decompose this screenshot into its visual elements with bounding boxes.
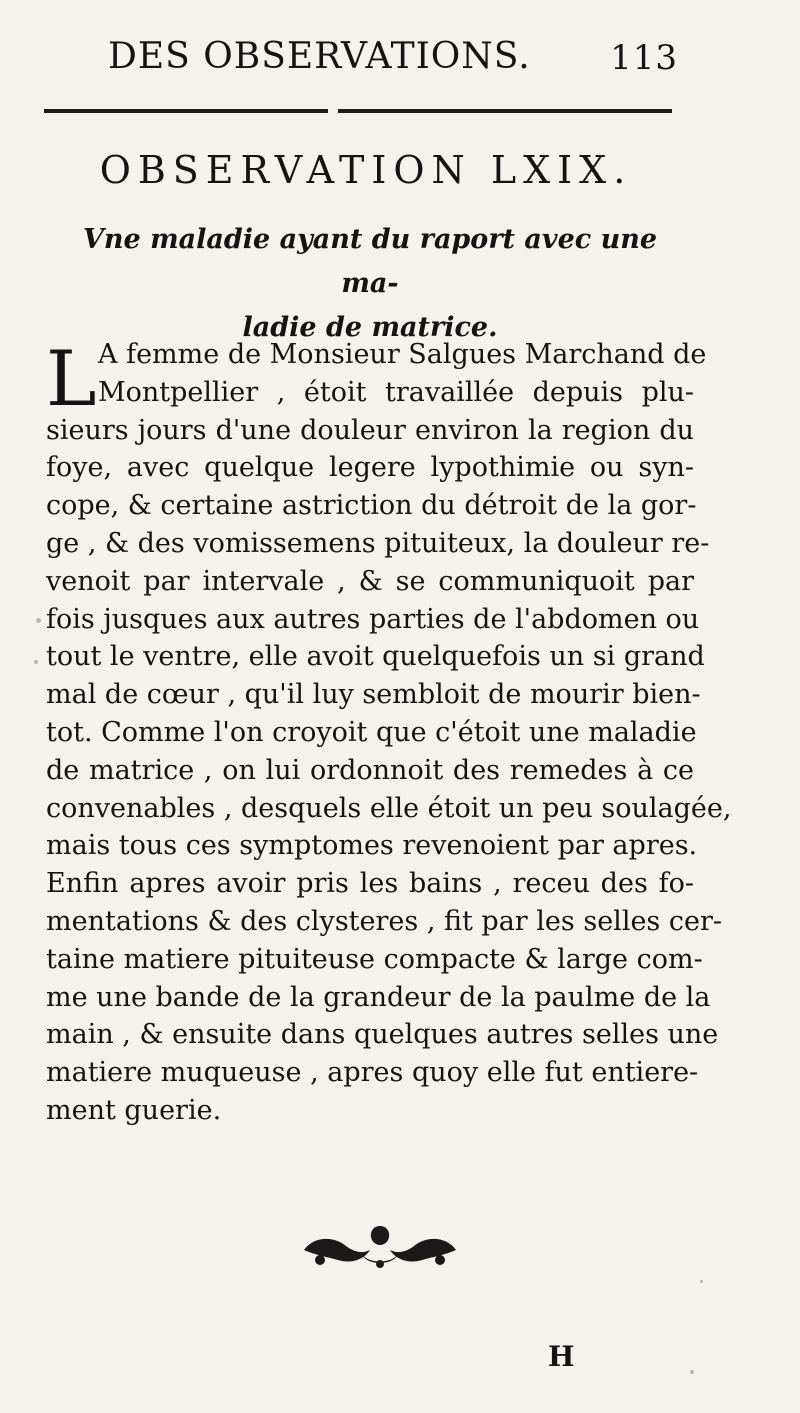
observation-body <box>46 334 732 1130</box>
body-line: sieurs jours d'une douleur environ la region du <box>46 414 694 446</box>
observation-subtitle <box>60 218 680 350</box>
body-line: foye, avec quelque legere lypothimie ou syn- <box>46 452 694 484</box>
body-line: tout le ventre, elle avoit quelquefois un si grand <box>46 641 705 673</box>
body-line: de matrice , on lui ordonnoit des remedes à ce <box>46 754 694 786</box>
running-title: DES OBSERVATIONS. <box>108 36 531 77</box>
header-rule-left <box>44 109 328 113</box>
ink-speck <box>700 1280 703 1283</box>
page-number: 113 <box>610 38 678 78</box>
running-head <box>108 36 678 86</box>
ink-speck <box>36 618 41 623</box>
header-rule-right <box>338 109 672 113</box>
body-line: Enfin apres avoir pris les bains , receu des fo- <box>46 868 694 900</box>
subtitle-line: ladie de matrice. <box>242 312 498 343</box>
body-line: main , & ensuite dans quelques autres selles une <box>46 1019 719 1051</box>
body-line: convenables , desquels elle étoit un peu soulagée, <box>46 792 732 824</box>
subtitle-line: Vne maladie ayant du raport avec une ma- <box>82 224 658 299</box>
body-line: mal de cœur , qu'il luy sembloit de mourir bien- <box>46 679 701 711</box>
tailpiece-ornament-icon <box>300 1220 460 1272</box>
body-line: A femme de Monsieur Salgues Marchand de <box>98 339 707 370</box>
body-line: venoit par intervale , & se communiquoit par <box>46 565 694 597</box>
body-line: fois jusques aux autres parties de l'abdomen ou <box>46 603 700 635</box>
signature-mark: H <box>548 1340 575 1373</box>
body-line: Montpellier , étoit travaillée depuis plu- <box>98 376 694 408</box>
drop-cap: L <box>46 334 97 423</box>
body-line: mentations & des clysteres , fit par les selles cer- <box>46 905 723 937</box>
body-line: mais tous ces symptomes revenoient par apres. <box>46 830 698 862</box>
body-line: me une bande de la grandeur de la paulme de la <box>46 981 711 1013</box>
body-line: ge , & des vomissemens pituiteux, la douleur re- <box>46 527 710 559</box>
body-line: tot. Comme l'on croyoit que c'étoit une maladie <box>46 716 697 748</box>
body-line: cope, & certaine astriction du détroit de la gor- <box>46 490 697 522</box>
observation-title: OBSERVATION LXIX. <box>99 148 633 192</box>
body-line: taine matiere pituiteuse compacte & large com- <box>46 943 703 975</box>
ink-speck <box>690 1370 694 1374</box>
body-line: matiere muqueuse , apres quoy elle fut entiere- <box>46 1057 699 1089</box>
body-line: ment guerie. <box>46 1094 222 1126</box>
ink-speck <box>34 660 38 664</box>
